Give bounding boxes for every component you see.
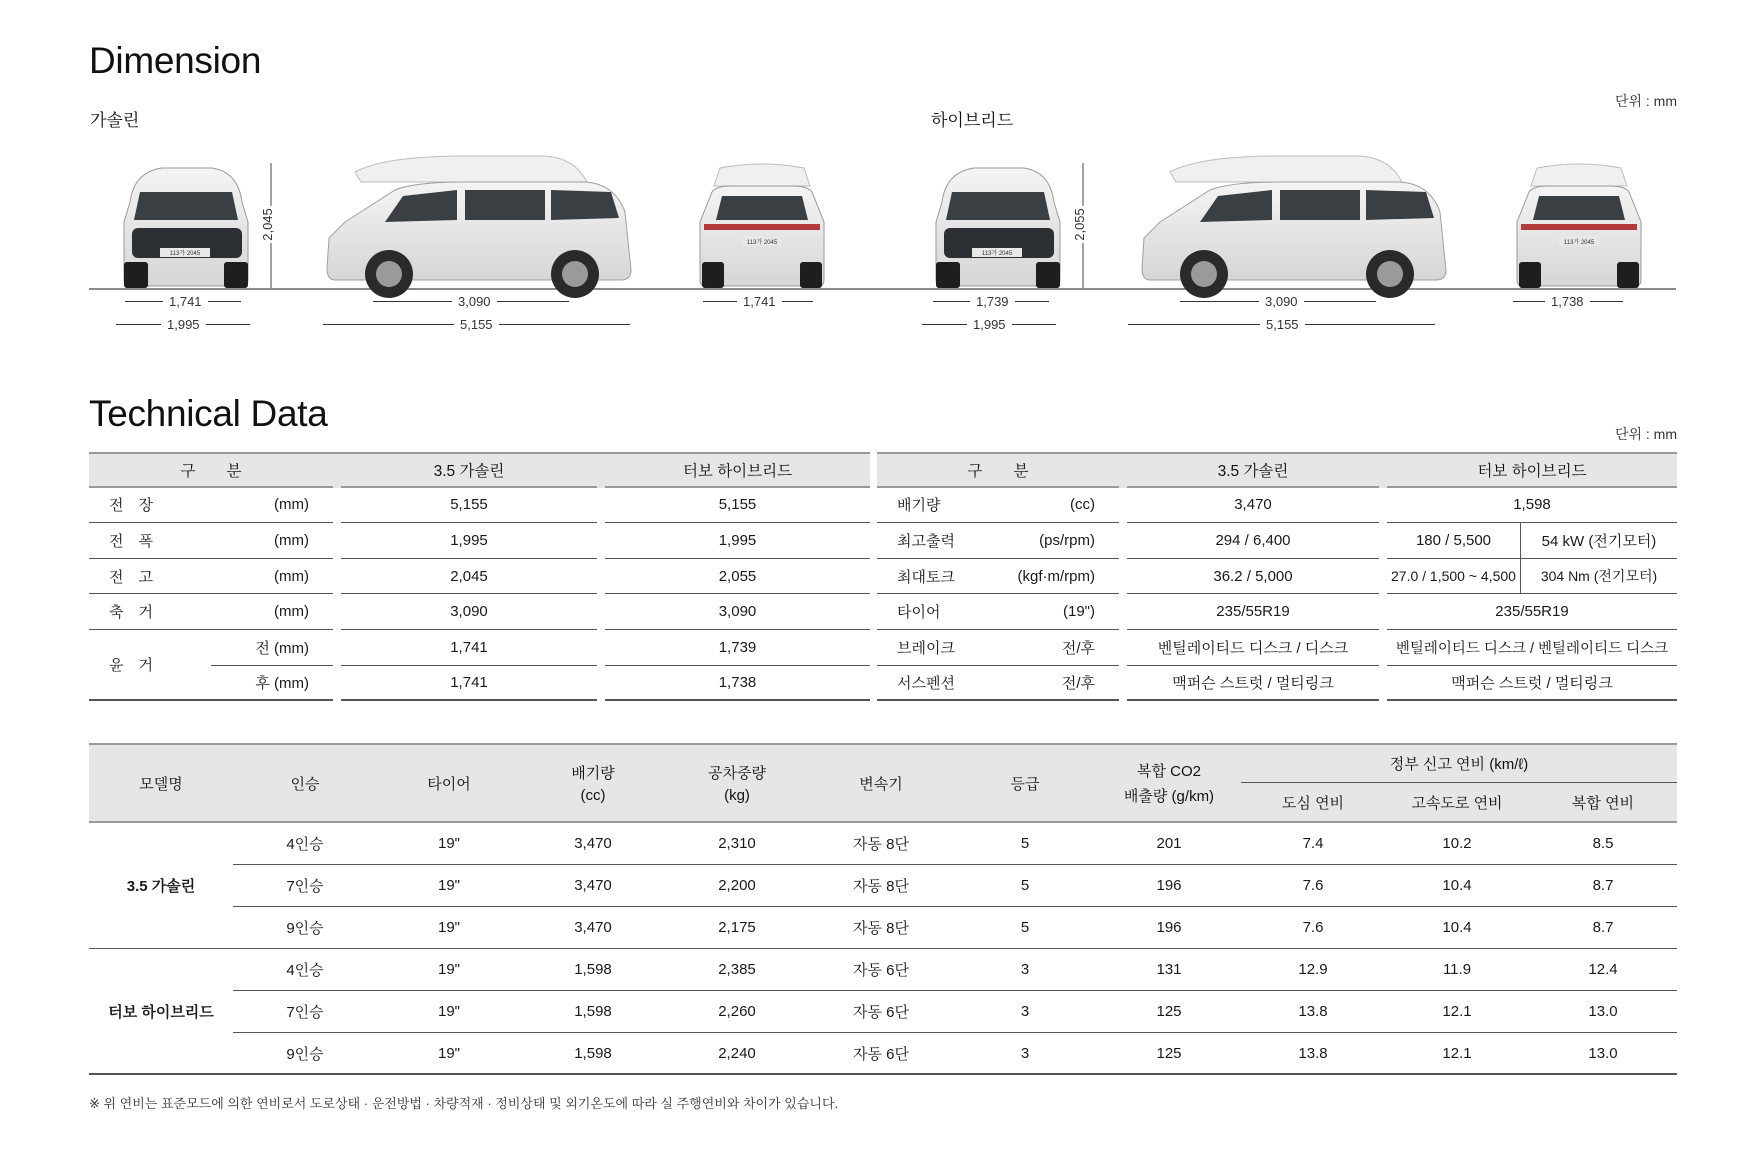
length-unit: (mm) — [211, 488, 333, 524]
col-co2 — [1097, 743, 1241, 823]
g1-r1-highway: 12.1 — [1385, 991, 1529, 1033]
hybrid-label: 하이브리드 — [931, 111, 1014, 130]
col-weight — [665, 743, 809, 823]
g1-r0-co2: 131 — [1097, 949, 1241, 991]
g0-r1-disp: 3,470 — [521, 865, 665, 907]
col-weight-line1: 공차중량 — [708, 765, 766, 782]
g1-r2-co2: 125 — [1097, 1033, 1241, 1075]
tire-label: 타이어 — [877, 594, 997, 630]
tread-rear-unit: 후 (mm) — [211, 666, 333, 702]
power-hybrid-engine: 180 / 5,500 — [1387, 523, 1521, 559]
col-displacement — [521, 743, 665, 823]
g1-r2-city: 13.8 — [1241, 1033, 1385, 1075]
displacement-gasoline: 3,470 — [1127, 488, 1379, 524]
gasoline-rear-view — [700, 164, 824, 288]
col-grade: 등급 — [953, 743, 1097, 823]
g0-r2-tire: 19" — [377, 907, 521, 949]
dim-header-category: 구 분 — [89, 452, 333, 488]
g1-r0-highway: 11.9 — [1385, 949, 1529, 991]
power-unit: (ps/rpm) — [997, 523, 1119, 559]
dim-header-hybrid: 터보 하이브리드 — [605, 452, 870, 488]
g0-r1-grade: 5 — [953, 865, 1097, 907]
technical-title: Technical Data — [89, 393, 328, 434]
suspension-label: 서스펜션 — [877, 666, 997, 702]
g0-r2-grade: 5 — [953, 907, 1097, 949]
torque-label: 최대토크 — [877, 559, 997, 595]
torque-hybrid-engine: 27.0 / 1,500 ~ 4,500 — [1387, 559, 1521, 595]
technical-unit-label: 단위 : mm — [1614, 426, 1677, 442]
g1-r2-disp: 1,598 — [521, 1033, 665, 1075]
length-label: 전 장 — [89, 488, 211, 524]
width-label: 전 폭 — [89, 523, 211, 559]
wheelbase-hybrid: 3,090 — [605, 594, 870, 630]
g1-r1-trans: 자동 6단 — [809, 991, 953, 1033]
g0-r0-highway: 10.2 — [1385, 823, 1529, 865]
col-co2-line1: 복합 CO2 — [1137, 763, 1201, 780]
g1-r0-grade: 3 — [953, 949, 1097, 991]
g1-r1-disp: 1,598 — [521, 991, 665, 1033]
vehicle-drawings — [0, 0, 1754, 340]
col-transmission: 변속기 — [809, 743, 953, 823]
height-unit: (mm) — [211, 559, 333, 595]
fuel-economy-footnote: ※ 위 연비는 표준모드에 의한 연비로서 도로상태 · 운전방법 · 차량적재 · 정비상태 및 외기온도에 따라 실 주행연비와 차이가 있습니다. — [89, 1096, 839, 1111]
g1-r0-trans: 자동 6단 — [809, 949, 953, 991]
g0-r0-combined: 8.5 — [1529, 823, 1677, 865]
g0-r2-trans: 자동 8단 — [809, 907, 953, 949]
g1-r2-trans: 자동 6단 — [809, 1033, 953, 1075]
g1-r1-weight: 2,260 — [665, 991, 809, 1033]
brake-hybrid: 벤틸레이티드 디스크 / 벤틸레이티드 디스크 — [1387, 630, 1677, 666]
g0-r0-grade: 5 — [953, 823, 1097, 865]
g1-r1-seats: 7인승 — [233, 991, 377, 1033]
height-hybrid: 2,055 — [605, 559, 870, 595]
g0-r2-weight: 2,175 — [665, 907, 809, 949]
tire-unit: (19") — [997, 594, 1119, 630]
displacement-hybrid: 1,598 — [1387, 488, 1677, 524]
g1-r0-disp: 1,598 — [521, 949, 665, 991]
tread-front-gasoline: 1,741 — [341, 630, 597, 666]
torque-unit: (kgf·m/rpm) — [997, 559, 1119, 595]
col-displacement-line1: 배기량 — [571, 765, 615, 782]
power-label: 최고출력 — [877, 523, 997, 559]
g1-r0-weight: 2,385 — [665, 949, 809, 991]
gasoline-front-plate: 113가 2045 — [169, 251, 201, 257]
g0-r1-combined: 8.7 — [1529, 865, 1677, 907]
g0-r0-city: 7.4 — [1241, 823, 1385, 865]
hybrid-front-track-value: 1,739 — [970, 294, 1015, 309]
power-gasoline: 294 / 6,400 — [1127, 523, 1379, 559]
tire-hybrid: 235/55R19 — [1387, 594, 1677, 630]
col-combined: 복합 연비 — [1529, 783, 1677, 823]
dimension-title: Dimension — [89, 40, 262, 81]
hybrid-rear-view — [1517, 164, 1641, 288]
dimension-unit-label: 단위 : mm — [1614, 93, 1677, 109]
hybrid-front-plate: 113가 2045 — [981, 251, 1013, 257]
g1-r2-seats: 9인승 — [233, 1033, 377, 1075]
width-hybrid: 1,995 — [605, 523, 870, 559]
g0-r1-highway: 10.4 — [1385, 865, 1529, 907]
g0-r0-weight: 2,310 — [665, 823, 809, 865]
hybrid-width-value: 1,995 — [967, 317, 1012, 332]
col-model: 모델명 — [89, 743, 233, 823]
gasoline-width-value: 1,995 — [161, 317, 206, 332]
tread-rear-gasoline: 1,741 — [341, 666, 597, 702]
displacement-unit: (cc) — [997, 488, 1119, 524]
hybrid-rear-track-value: 1,738 — [1545, 294, 1590, 309]
g1-r0-city: 12.9 — [1241, 949, 1385, 991]
wheelbase-label: 축 거 — [89, 594, 211, 630]
tread-front-unit: 전 (mm) — [211, 630, 333, 666]
tread-label: 윤 거 — [89, 630, 211, 701]
gasoline-length-value: 5,155 — [454, 317, 499, 332]
g0-r0-disp: 3,470 — [521, 823, 665, 865]
g0-r2-seats: 9인승 — [233, 907, 377, 949]
brake-label: 브레이크 — [877, 630, 997, 666]
g0-r2-highway: 10.4 — [1385, 907, 1529, 949]
gasoline-front-track-value: 1,741 — [163, 294, 208, 309]
g1-r1-combined: 13.0 — [1529, 991, 1677, 1033]
hybrid-wheelbase-value: 3,090 — [1259, 294, 1304, 309]
col-weight-line2: (kg) — [724, 787, 750, 804]
g1-r2-weight: 2,240 — [665, 1033, 809, 1075]
suspension-hybrid: 맥퍼슨 스트럿 / 멀티링크 — [1387, 666, 1677, 702]
gasoline-wheelbase-value: 3,090 — [452, 294, 497, 309]
displacement-label: 배기량 — [877, 488, 997, 524]
powertrain-spec-table — [877, 452, 1677, 701]
torque-gasoline: 36.2 / 5,000 — [1127, 559, 1379, 595]
g1-r0-combined: 12.4 — [1529, 949, 1677, 991]
gasoline-rear-track-value: 1,741 — [737, 294, 782, 309]
col-fuel-group: 정부 신고 연비 (km/ℓ) — [1241, 743, 1677, 783]
col-displacement-line2: (cc) — [580, 787, 606, 804]
g0-r0-seats: 4인승 — [233, 823, 377, 865]
tread-rear-hybrid: 1,738 — [605, 666, 870, 702]
fuel-economy-table — [89, 743, 1677, 1075]
g1-r1-tire: 19" — [377, 991, 521, 1033]
spec-header-hybrid: 터보 하이브리드 — [1387, 452, 1677, 488]
g0-r2-combined: 8.7 — [1529, 907, 1677, 949]
width-gasoline: 1,995 — [341, 523, 597, 559]
dim-header-gasoline: 3.5 가솔린 — [341, 452, 597, 488]
suspension-unit: 전/후 — [997, 666, 1119, 702]
g1-r1-city: 13.8 — [1241, 991, 1385, 1033]
g0-r0-co2: 201 — [1097, 823, 1241, 865]
g0-r2-disp: 3,470 — [521, 907, 665, 949]
height-gasoline: 2,045 — [341, 559, 597, 595]
col-seats: 인승 — [233, 743, 377, 823]
col-highway: 고속도로 연비 — [1385, 783, 1529, 823]
gasoline-side-view — [327, 156, 631, 298]
tread-front-hybrid: 1,739 — [605, 630, 870, 666]
g0-r1-tire: 19" — [377, 865, 521, 907]
wheelbase-unit: (mm) — [211, 594, 333, 630]
g1-r2-grade: 3 — [953, 1033, 1097, 1075]
g1-r0-tire: 19" — [377, 949, 521, 991]
length-gasoline: 5,155 — [341, 488, 597, 524]
spec-header-category: 구 분 — [877, 452, 1119, 488]
g1-r2-highway: 12.1 — [1385, 1033, 1529, 1075]
brake-gasoline: 벤틸레이티드 디스크 / 디스크 — [1127, 630, 1379, 666]
length-hybrid: 5,155 — [605, 488, 870, 524]
g0-r0-tire: 19" — [377, 823, 521, 865]
col-tire: 타이어 — [377, 743, 521, 823]
wheelbase-gasoline: 3,090 — [341, 594, 597, 630]
hybrid-front-view — [936, 168, 1060, 288]
g0-r1-weight: 2,200 — [665, 865, 809, 907]
width-unit: (mm) — [211, 523, 333, 559]
model-gasoline: 3.5 가솔린 — [89, 823, 233, 949]
col-city: 도심 연비 — [1241, 783, 1385, 823]
tire-gasoline: 235/55R19 — [1127, 594, 1379, 630]
hybrid-side-view — [1142, 156, 1446, 298]
g1-r1-co2: 125 — [1097, 991, 1241, 1033]
gasoline-label: 가솔린 — [90, 111, 140, 130]
g1-r0-seats: 4인승 — [233, 949, 377, 991]
g0-r1-city: 7.6 — [1241, 865, 1385, 907]
height-label: 전 고 — [89, 559, 211, 595]
hybrid-height-value: 2,055 — [1071, 208, 1087, 241]
gasoline-rear-plate: 113가 2045 — [746, 240, 778, 246]
g1-r1-grade: 3 — [953, 991, 1097, 1033]
gasoline-height-value: 2,045 — [259, 208, 275, 241]
torque-hybrid-motor: 304 Nm (전기모터) — [1521, 559, 1677, 595]
g1-r2-combined: 13.0 — [1529, 1033, 1677, 1075]
g0-r2-city: 7.6 — [1241, 907, 1385, 949]
g0-r2-co2: 196 — [1097, 907, 1241, 949]
g1-r2-tire: 19" — [377, 1033, 521, 1075]
g0-r1-trans: 자동 8단 — [809, 865, 953, 907]
hybrid-length-value: 5,155 — [1260, 317, 1305, 332]
col-co2-line2: 배출량 (g/km) — [1123, 788, 1215, 805]
g0-r0-trans: 자동 8단 — [809, 823, 953, 865]
hybrid-rear-plate: 113가 2045 — [1563, 240, 1595, 246]
dimension-spec-table — [89, 452, 870, 701]
gasoline-front-view — [124, 168, 248, 288]
g0-r1-co2: 196 — [1097, 865, 1241, 907]
g0-r1-seats: 7인승 — [233, 865, 377, 907]
suspension-gasoline: 맥퍼슨 스트럿 / 멀티링크 — [1127, 666, 1379, 702]
spec-header-gasoline: 3.5 가솔린 — [1127, 452, 1379, 488]
brake-unit: 전/후 — [997, 630, 1119, 666]
power-hybrid-motor: 54 kW (전기모터) — [1521, 523, 1677, 559]
model-hybrid: 터보 하이브리드 — [89, 949, 233, 1075]
